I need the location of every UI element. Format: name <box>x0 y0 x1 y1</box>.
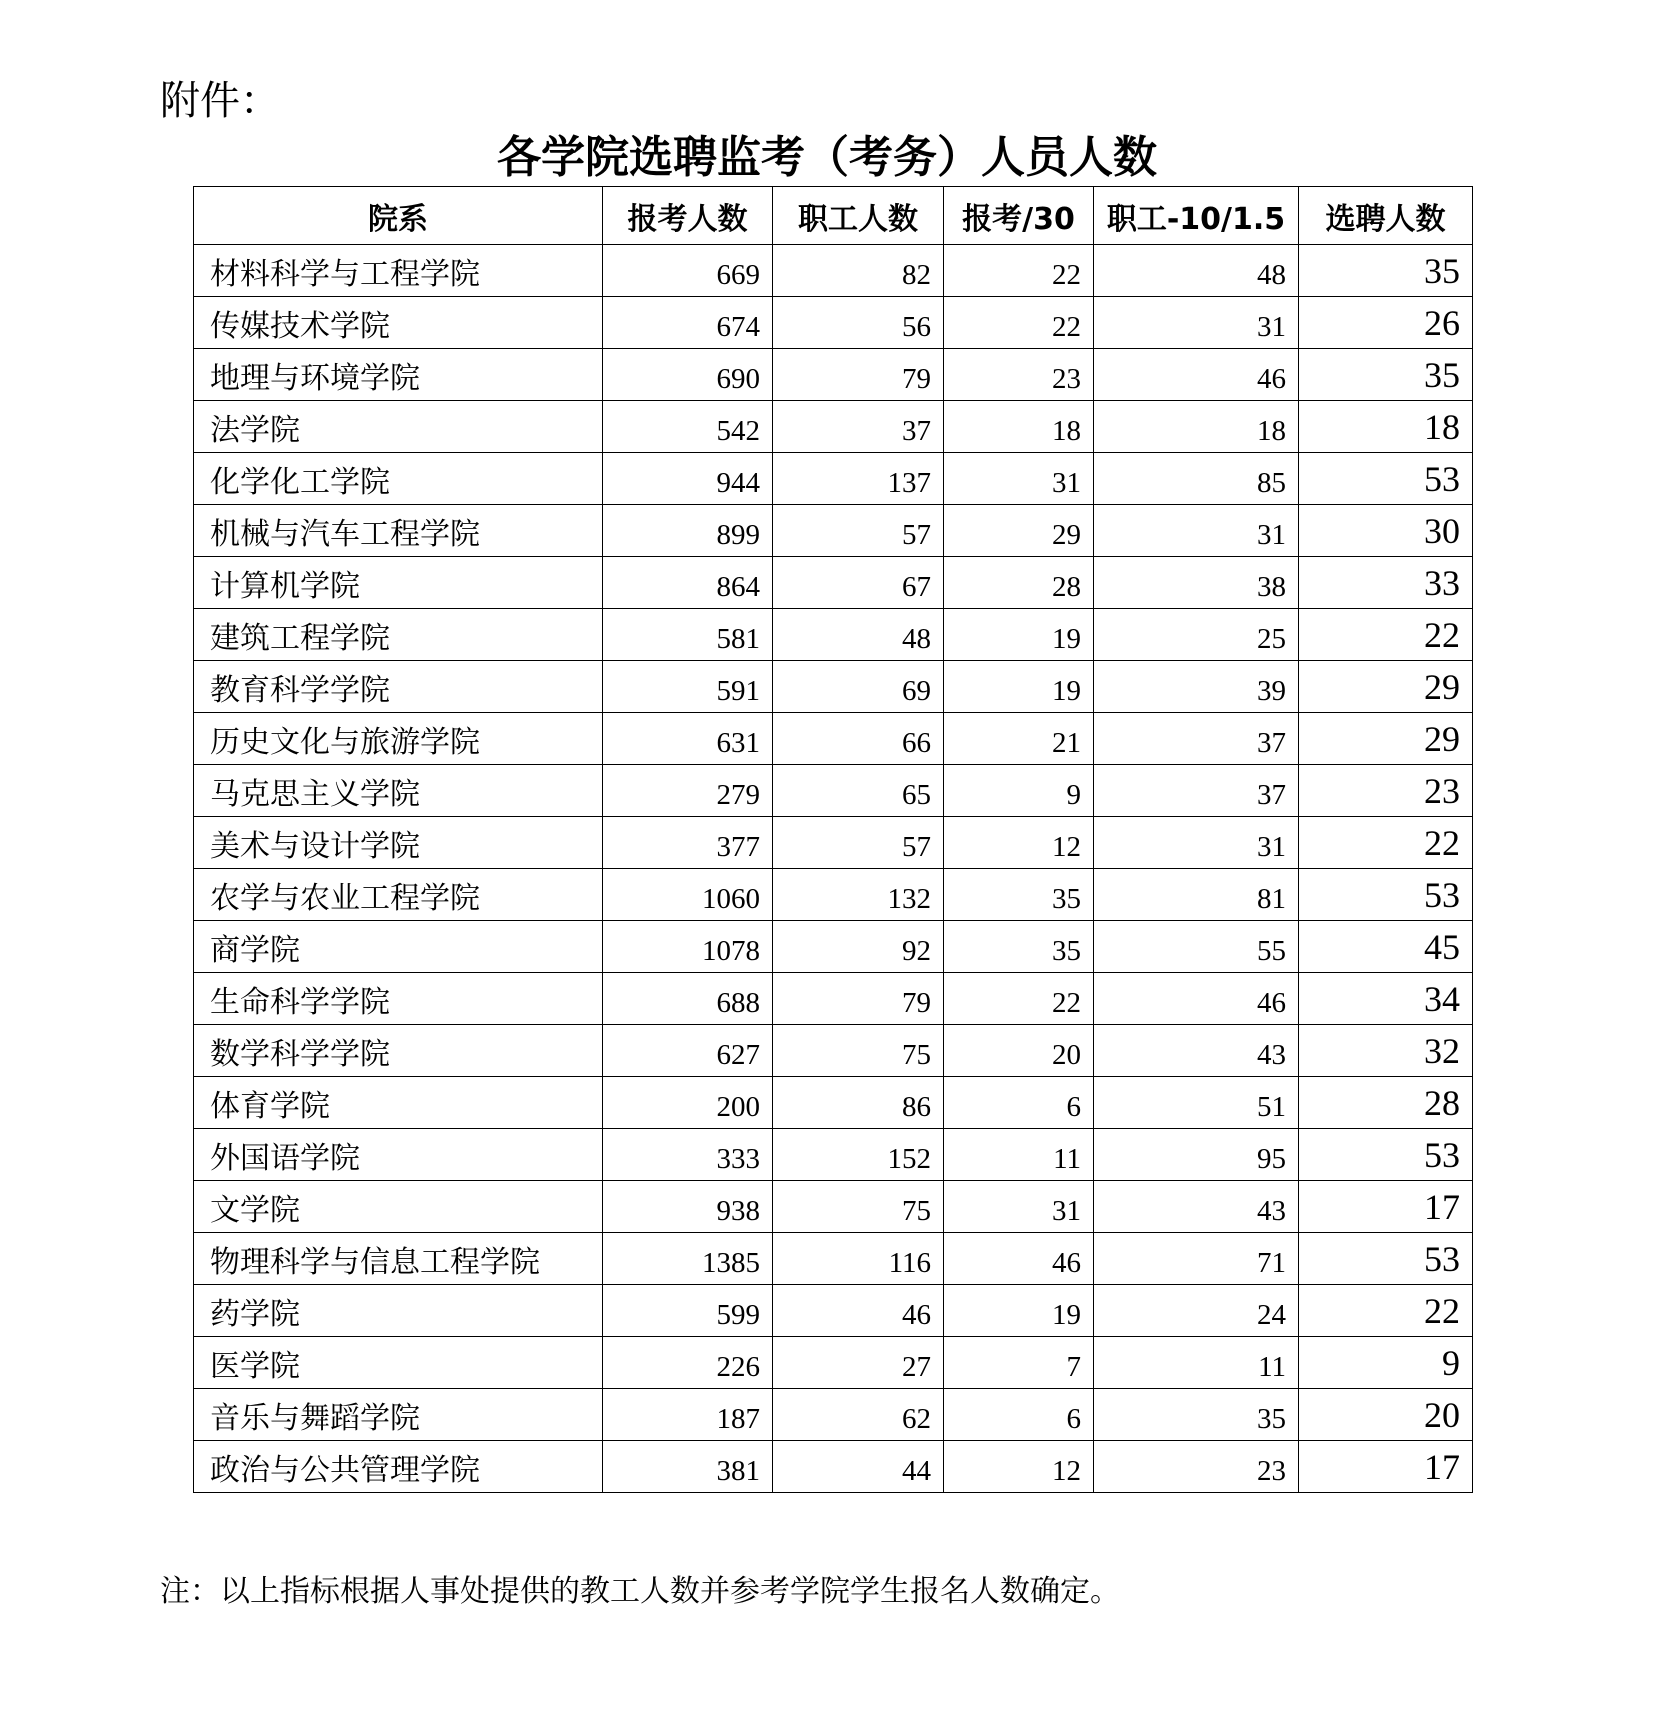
department-name: 地理与环境学院 <box>194 349 603 401</box>
department-name: 物理科学与信息工程学院 <box>194 1233 603 1285</box>
staff-formula-value: 35 <box>1094 1389 1299 1441</box>
department-name: 生命科学学院 <box>194 973 603 1025</box>
applicants-div30-value: 22 <box>944 973 1094 1025</box>
staff-formula-value: 23 <box>1094 1441 1299 1493</box>
staff-formula-value: 43 <box>1094 1025 1299 1077</box>
applicants-div30-value: 19 <box>944 1285 1094 1337</box>
table-header-row <box>194 187 1473 245</box>
department-name: 马克思主义学院 <box>194 765 603 817</box>
applicants-count: 226 <box>603 1337 773 1389</box>
staff-count: 79 <box>773 349 944 401</box>
applicants-div30-value: 35 <box>944 869 1094 921</box>
department-name: 政治与公共管理学院 <box>194 1441 603 1493</box>
header-selected: 选聘人数 <box>1299 187 1473 245</box>
department-name: 农学与农业工程学院 <box>194 869 603 921</box>
applicants-count: 1060 <box>603 869 773 921</box>
table-row <box>194 297 1473 349</box>
selected-count: 18 <box>1299 401 1473 453</box>
staff-formula-value: 18 <box>1094 401 1299 453</box>
department-name: 计算机学院 <box>194 557 603 609</box>
department-name: 传媒技术学院 <box>194 297 603 349</box>
selected-count: 30 <box>1299 505 1473 557</box>
department-name: 文学院 <box>194 1181 603 1233</box>
staff-formula-value: 24 <box>1094 1285 1299 1337</box>
staff-count: 116 <box>773 1233 944 1285</box>
staff-formula-value: 46 <box>1094 349 1299 401</box>
department-name: 外国语学院 <box>194 1129 603 1181</box>
selected-count: 23 <box>1299 765 1473 817</box>
header-department: 院系 <box>194 187 603 245</box>
staff-formula-value: 38 <box>1094 557 1299 609</box>
selected-count: 17 <box>1299 1181 1473 1233</box>
header-applicants-div30: 报考/30 <box>944 187 1094 245</box>
selected-count: 35 <box>1299 245 1473 297</box>
staff-formula-value: 51 <box>1094 1077 1299 1129</box>
applicants-div30-value: 19 <box>944 661 1094 713</box>
applicants-div30-value: 29 <box>944 505 1094 557</box>
applicants-count: 690 <box>603 349 773 401</box>
staff-count: 44 <box>773 1441 944 1493</box>
staff-count: 67 <box>773 557 944 609</box>
applicants-div30-value: 11 <box>944 1129 1094 1181</box>
table-row <box>194 1441 1473 1493</box>
selected-count: 28 <box>1299 1077 1473 1129</box>
applicants-count: 187 <box>603 1389 773 1441</box>
department-name: 教育科学学院 <box>194 661 603 713</box>
staffing-table <box>193 186 1473 1493</box>
applicants-count: 944 <box>603 453 773 505</box>
selected-count: 22 <box>1299 817 1473 869</box>
staff-formula-value: 11 <box>1094 1337 1299 1389</box>
applicants-count: 631 <box>603 713 773 765</box>
department-name: 建筑工程学院 <box>194 609 603 661</box>
header-applicants: 报考人数 <box>603 187 773 245</box>
staff-formula-value: 25 <box>1094 609 1299 661</box>
staff-formula-value: 46 <box>1094 973 1299 1025</box>
selected-count: 53 <box>1299 869 1473 921</box>
applicants-count: 899 <box>603 505 773 557</box>
staff-formula-value: 31 <box>1094 505 1299 557</box>
applicants-count: 599 <box>603 1285 773 1337</box>
selected-count: 53 <box>1299 1233 1473 1285</box>
table-row <box>194 1233 1473 1285</box>
applicants-count: 591 <box>603 661 773 713</box>
staff-count: 137 <box>773 453 944 505</box>
applicants-count: 581 <box>603 609 773 661</box>
staff-formula-value: 85 <box>1094 453 1299 505</box>
table-row <box>194 245 1473 297</box>
table-row <box>194 453 1473 505</box>
table-row <box>194 921 1473 973</box>
table-row <box>194 713 1473 765</box>
selected-count: 53 <box>1299 453 1473 505</box>
staff-count: 132 <box>773 869 944 921</box>
applicants-div30-value: 6 <box>944 1077 1094 1129</box>
staff-formula-value: 37 <box>1094 713 1299 765</box>
selected-count: 32 <box>1299 1025 1473 1077</box>
applicants-count: 279 <box>603 765 773 817</box>
department-name: 材料科学与工程学院 <box>194 245 603 297</box>
selected-count: 53 <box>1299 1129 1473 1181</box>
table-row <box>194 401 1473 453</box>
staff-count: 56 <box>773 297 944 349</box>
table-row <box>194 1181 1473 1233</box>
staff-formula-value: 39 <box>1094 661 1299 713</box>
applicants-div30-value: 20 <box>944 1025 1094 1077</box>
staff-formula-value: 37 <box>1094 765 1299 817</box>
staff-count: 62 <box>773 1389 944 1441</box>
staff-formula-value: 81 <box>1094 869 1299 921</box>
applicants-count: 669 <box>603 245 773 297</box>
applicants-div30-value: 6 <box>944 1389 1094 1441</box>
applicants-div30-value: 9 <box>944 765 1094 817</box>
document-title: 各学院选聘监考（考务）人员人数 <box>497 132 1157 183</box>
table-body <box>194 245 1473 1493</box>
staff-formula-value: 48 <box>1094 245 1299 297</box>
table-row <box>194 1337 1473 1389</box>
table-row <box>194 765 1473 817</box>
applicants-div30-value: 12 <box>944 1441 1094 1493</box>
attachment-label: 附件： <box>160 78 280 124</box>
selected-count: 35 <box>1299 349 1473 401</box>
selected-count: 45 <box>1299 921 1473 973</box>
department-name: 历史文化与旅游学院 <box>194 713 603 765</box>
staff-count: 57 <box>773 817 944 869</box>
staff-count: 66 <box>773 713 944 765</box>
table-row <box>194 557 1473 609</box>
table-row <box>194 1025 1473 1077</box>
staff-count: 79 <box>773 973 944 1025</box>
staff-formula-value: 31 <box>1094 817 1299 869</box>
selected-count: 9 <box>1299 1337 1473 1389</box>
applicants-div30-value: 23 <box>944 349 1094 401</box>
selected-count: 22 <box>1299 1285 1473 1337</box>
department-name: 医学院 <box>194 1337 603 1389</box>
selected-count: 20 <box>1299 1389 1473 1441</box>
applicants-count: 1385 <box>603 1233 773 1285</box>
staff-count: 75 <box>773 1025 944 1077</box>
applicants-count: 864 <box>603 557 773 609</box>
header-staff: 职工人数 <box>773 187 944 245</box>
staff-count: 69 <box>773 661 944 713</box>
table-row <box>194 1285 1473 1337</box>
staff-count: 152 <box>773 1129 944 1181</box>
applicants-count: 938 <box>603 1181 773 1233</box>
applicants-div30-value: 28 <box>944 557 1094 609</box>
staff-count: 46 <box>773 1285 944 1337</box>
department-name: 药学院 <box>194 1285 603 1337</box>
applicants-count: 333 <box>603 1129 773 1181</box>
staff-count: 92 <box>773 921 944 973</box>
department-name: 商学院 <box>194 921 603 973</box>
table-row <box>194 973 1473 1025</box>
selected-count: 22 <box>1299 609 1473 661</box>
table-row <box>194 869 1473 921</box>
table-row <box>194 1129 1473 1181</box>
applicants-count: 200 <box>603 1077 773 1129</box>
staff-count: 82 <box>773 245 944 297</box>
applicants-div30-value: 31 <box>944 453 1094 505</box>
applicants-div30-value: 31 <box>944 1181 1094 1233</box>
staff-formula-value: 55 <box>1094 921 1299 973</box>
header-staff-formula: 职工-10/1.5 <box>1094 187 1299 245</box>
table-row <box>194 349 1473 401</box>
table-row <box>194 1077 1473 1129</box>
applicants-div30-value: 21 <box>944 713 1094 765</box>
applicants-div30-value: 12 <box>944 817 1094 869</box>
applicants-div30-value: 46 <box>944 1233 1094 1285</box>
staff-formula-value: 95 <box>1094 1129 1299 1181</box>
applicants-div30-value: 18 <box>944 401 1094 453</box>
applicants-div30-value: 35 <box>944 921 1094 973</box>
staff-formula-value: 71 <box>1094 1233 1299 1285</box>
applicants-div30-value: 22 <box>944 297 1094 349</box>
applicants-div30-value: 19 <box>944 609 1094 661</box>
applicants-count: 688 <box>603 973 773 1025</box>
selected-count: 29 <box>1299 713 1473 765</box>
department-name: 化学化工学院 <box>194 453 603 505</box>
applicants-count: 674 <box>603 297 773 349</box>
department-name: 美术与设计学院 <box>194 817 603 869</box>
applicants-count: 381 <box>603 1441 773 1493</box>
department-name: 法学院 <box>194 401 603 453</box>
selected-count: 33 <box>1299 557 1473 609</box>
staff-formula-value: 43 <box>1094 1181 1299 1233</box>
footnote: 注：以上指标根据人事处提供的教工人数并参考学院学生报名人数确定。 <box>160 1574 1120 1609</box>
selected-count: 29 <box>1299 661 1473 713</box>
staff-count: 27 <box>773 1337 944 1389</box>
department-name: 数学科学学院 <box>194 1025 603 1077</box>
staff-formula-value: 31 <box>1094 297 1299 349</box>
table-row <box>194 1389 1473 1441</box>
department-name: 音乐与舞蹈学院 <box>194 1389 603 1441</box>
staff-count: 57 <box>773 505 944 557</box>
staff-count: 37 <box>773 401 944 453</box>
applicants-count: 377 <box>603 817 773 869</box>
staff-count: 48 <box>773 609 944 661</box>
selected-count: 17 <box>1299 1441 1473 1493</box>
department-name: 机械与汽车工程学院 <box>194 505 603 557</box>
table-row <box>194 817 1473 869</box>
staff-count: 75 <box>773 1181 944 1233</box>
applicants-div30-value: 7 <box>944 1337 1094 1389</box>
applicants-div30-value: 22 <box>944 245 1094 297</box>
table-row <box>194 661 1473 713</box>
department-name: 体育学院 <box>194 1077 603 1129</box>
applicants-count: 542 <box>603 401 773 453</box>
table-row <box>194 505 1473 557</box>
selected-count: 26 <box>1299 297 1473 349</box>
staff-count: 65 <box>773 765 944 817</box>
applicants-count: 627 <box>603 1025 773 1077</box>
table-row <box>194 609 1473 661</box>
staff-count: 86 <box>773 1077 944 1129</box>
applicants-count: 1078 <box>603 921 773 973</box>
selected-count: 34 <box>1299 973 1473 1025</box>
